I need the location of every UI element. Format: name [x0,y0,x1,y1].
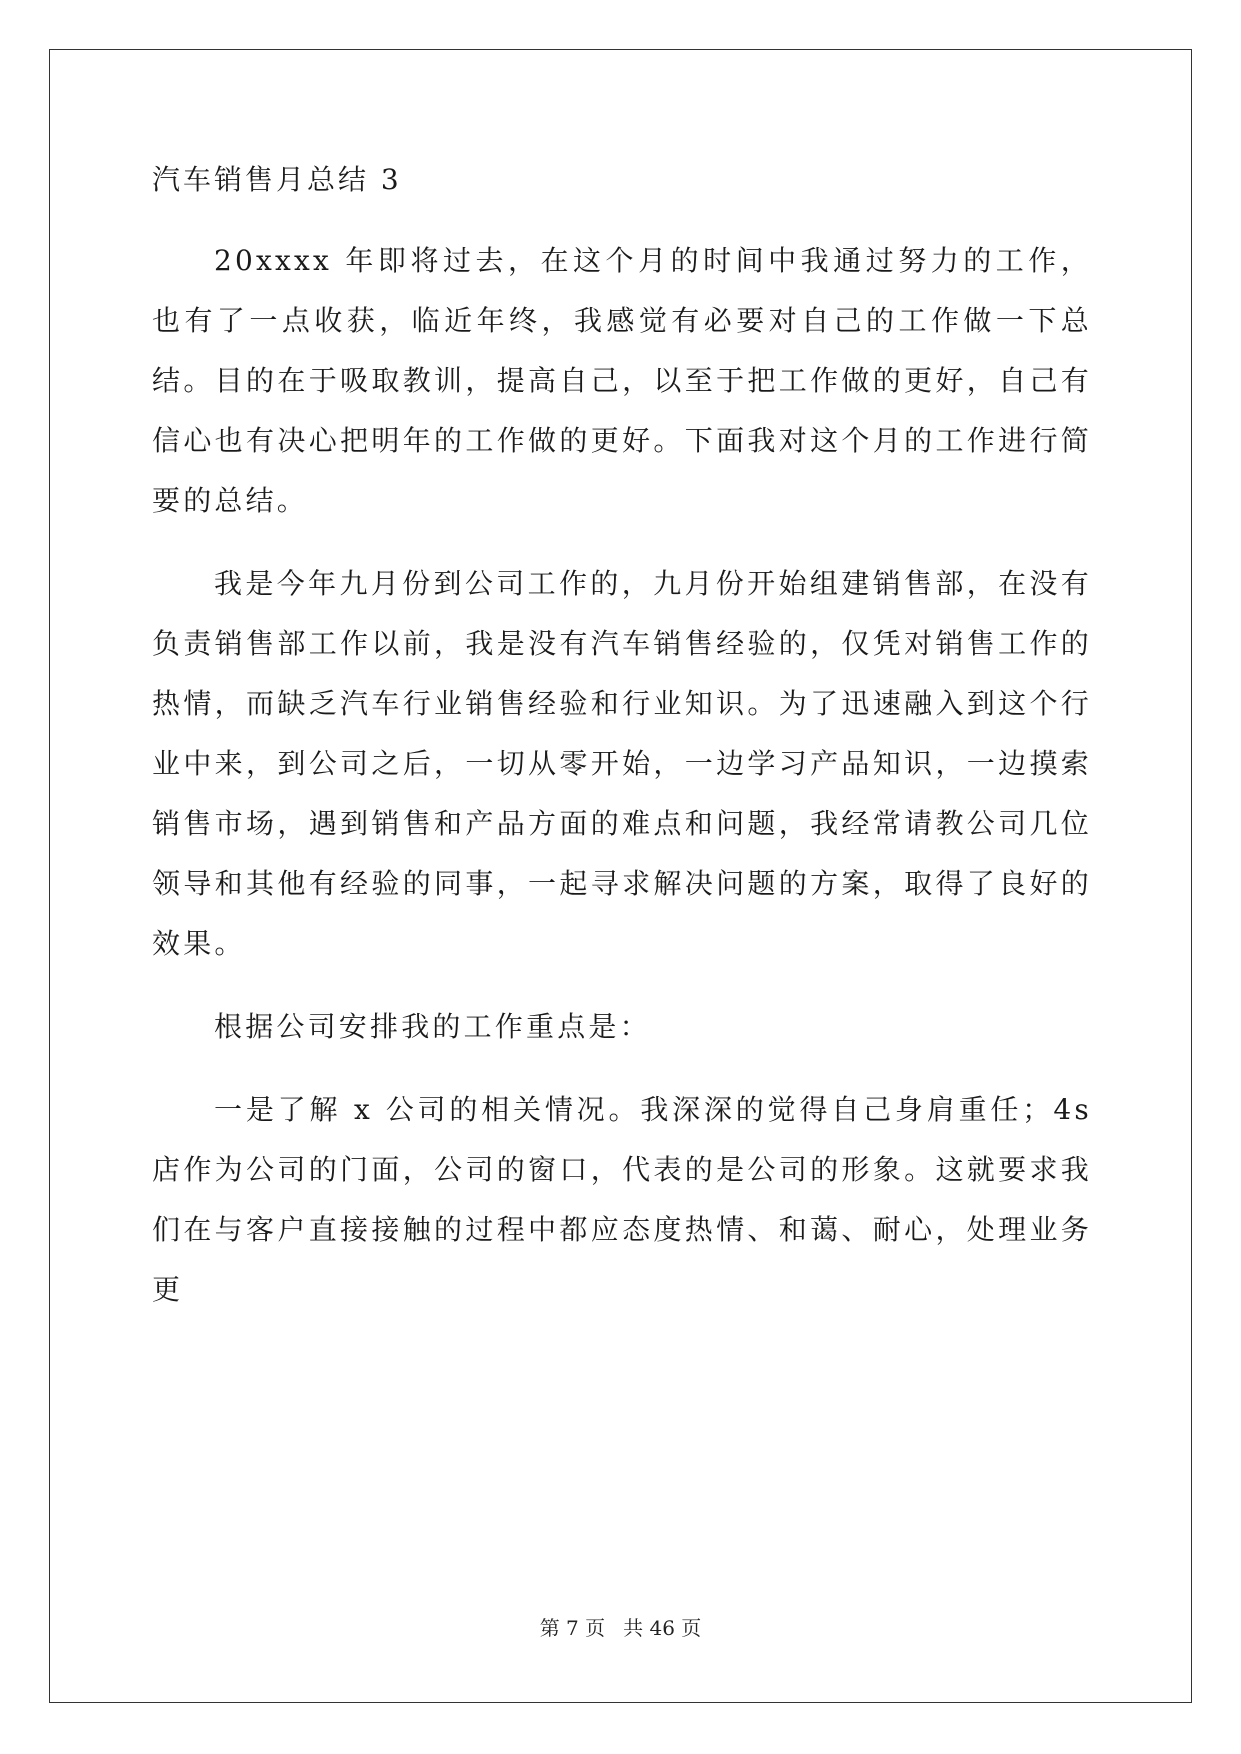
document-body [152,165,1092,1343]
page-total: 共 46 页 [623,1616,702,1640]
paragraph-3: 根据公司安排我的工作重点是： [214,1010,651,1043]
page-footer [0,1612,1241,1641]
document-title: 汽车销售月总结 3 [152,163,402,196]
paragraph-2: 我是今年九月份到公司工作的，九月份开始组建销售部，在没有负责销售部工作以前，我是没有汽车销售经验的，仅凭对销售工作的热情，而缺乏汽车行业销售经验和行业知识。为了迅速融入到这个行业中来，到公司之后，一切从零开始，一边学习产品知识，一边摸索销售市场，遇到销售和产品方面的难点和问题，我经常请教公司几位领导和其他有经验的同事，一起寻求解决问题的方案，取得了良好的效果。 [152,567,1092,960]
page-number: 第 7 页 [539,1616,606,1640]
paragraph-1: 20xxxx 年即将过去，在这个月的时间中我通过努力的工作，也有了一点收获，临近年终，我感觉有必要对自己的工作做一下总结。目的在于吸取教训，提高自己，以至于把工作做的更好，自己有信心也有决心把明年的工作做的更好。下面我对这个月的工作进行简要的总结。 [152,244,1092,517]
paragraph-4: 一是了解 x 公司的相关情况。我深深的觉得自己身肩重任；4s 店作为公司的门面，公司的窗口，代表的是公司的形象。这就要求我们在与客户直接接触的过程中都应态度热情、和蔼、耐心，处理业务更 [152,1093,1092,1306]
